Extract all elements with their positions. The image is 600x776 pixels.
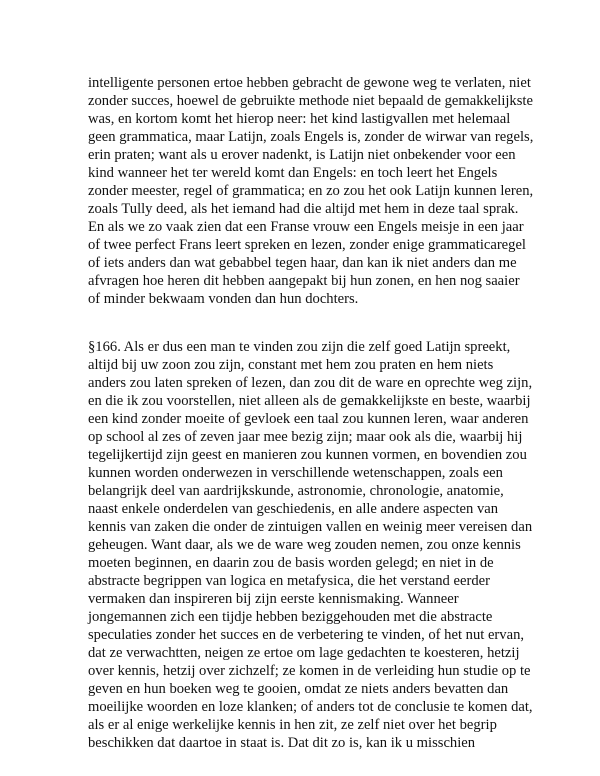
text-line: tegelijkertijd zijn geest en manieren zou kunnen vormen, en bovendien zou — [88, 447, 527, 463]
text-line: of minder bekwaam vonden dan hun dochters. — [88, 291, 359, 307]
text-line: een kind zonder moeite of gevloek een taal zou kunnen leren, waar anderen — [88, 411, 529, 427]
paragraph-1 — [88, 74, 548, 308]
text-line: §166. Als er dus een man te vinden zou zijn die zelf goed Latijn spreekt, — [88, 339, 511, 355]
text-line: jongemannen zich een tijdje hebben beziggehouden met die abstracte — [88, 609, 493, 625]
text-line: En als we zo vaak zien dat een Franse vrouw een Engels meisje in een jaar — [88, 219, 524, 235]
text-line: zonder succes, hoewel de gebruikte methode niet bepaald de gemakkelijkste — [88, 93, 533, 109]
text-line: geheugen. Want daar, als we de ware weg zouden nemen, zou onze kennis — [88, 537, 521, 553]
text-line: was, en kortom komt het hierop neer: het kind lastigvallen met helemaal — [88, 111, 511, 127]
text-line: geven en hun boeken weg te gooien, omdat ze niets anders bevatten dan — [88, 681, 509, 697]
text-line: anders zou laten spreken of lezen, dan zou dit de ware en oprechte weg zijn, — [88, 375, 533, 391]
text-line: naast enkele onderdelen van geschiedenis, en alle andere aspecten van — [88, 501, 499, 517]
text-line: abstracte begrippen van logica en metafysica, die het verstand eerder — [88, 573, 490, 589]
text-line: als er al enige werkelijke kennis in hen zit, ze zelf niet over het begrip — [88, 717, 497, 733]
text-line: of iets anders dan wat gebabbel tegen haar, dan kan ik niet anders dan me — [88, 255, 517, 271]
text-line: moeilijke woorden en loze klanken; of anders tot de conclusie te komen dat, — [88, 699, 533, 715]
text-line: of twee perfect Frans leert spreken en lezen, zonder enige grammaticaregel — [88, 237, 526, 253]
text-line: belangrijk deel van aardrijkskunde, astronomie, chronologie, anatomie, — [88, 483, 504, 499]
text-line: kunnen worden onderwezen in verschillende wetenschappen, zoals een — [88, 465, 503, 481]
text-line: zonder meester, regel of grammatica; en zo zou het ook Latijn kunnen leren, — [88, 183, 534, 199]
text-line: op school al zes of zeven jaar mee bezig zijn; maar ook als die, waarbij hij — [88, 429, 523, 445]
text-line: zoals Tully deed, als het iemand had die altijd met hem in deze taal sprak. — [88, 201, 519, 217]
text-line: intelligente personen ertoe hebben gebracht de gewone weg te verlaten, niet — [88, 75, 531, 91]
text-line: over kennis, hetzij over zichzelf; ze komen in de verleiding hun studie op te — [88, 663, 531, 679]
text-line: speculaties zonder het succes en de verbetering te vinden, of het nut ervan, — [88, 627, 525, 643]
text-line: geen grammatica, maar Latijn, zoals Engels is, zonder de wirwar van regels, — [88, 129, 534, 145]
text-line: vermaken dan inspireren bij zijn eerste kennismaking. Wanneer — [88, 591, 459, 607]
text-line: dat ze verwachtten, neigen ze ertoe om lage gedachten te koesteren, hetzij — [88, 645, 520, 661]
text-line: kind wanneer het ter wereld komt dan Engels: en toch leert het Engels — [88, 165, 498, 181]
text-line: en die ik zou voorstellen, niet alleen als de gemakkelijkste en beste, waarbij — [88, 393, 531, 409]
text-line: moeten beginnen, en daarin zou de basis worden gelegd; en niet in de — [88, 555, 494, 571]
paragraph-2 — [88, 338, 548, 752]
text-line: kennis van zaken die onder de zintuigen vallen en weinig meer vereisen dan — [88, 519, 533, 535]
text-line: beschikken dat daartoe in staat is. Dat dit zo is, kan ik u misschien — [88, 735, 476, 751]
text-line: afvragen hoe heren dit hebben aangepakt bij hun zonen, en hen nog saaier — [88, 273, 520, 289]
text-line: altijd bij uw zoon zou zijn, constant met hem zou praten en hem niets — [88, 357, 494, 373]
text-line: erin praten; want als u erover nadenkt, is Latijn niet onbekender voor een — [88, 147, 516, 163]
